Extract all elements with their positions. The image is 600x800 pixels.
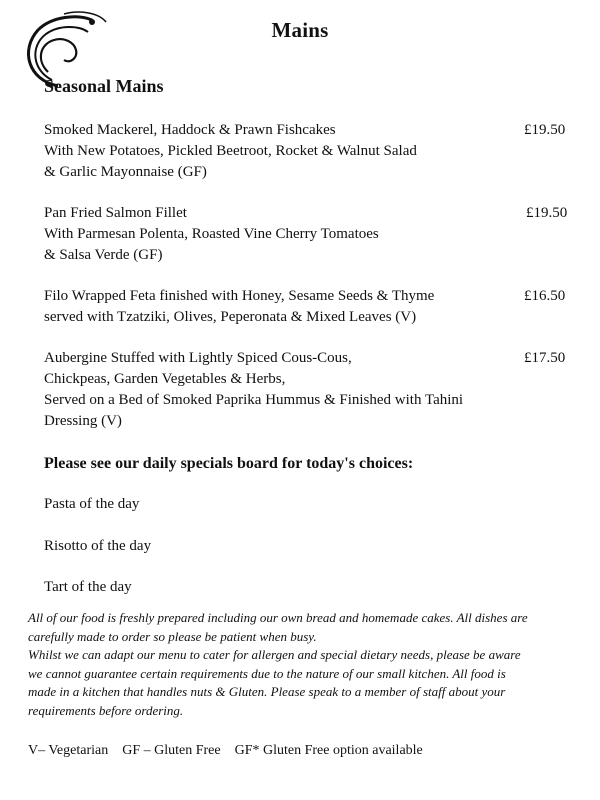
allergen-notice — [28, 609, 588, 720]
dish-price: £19.50 — [524, 122, 566, 138]
dish-name: Filo Wrapped Feta finished with Honey, Sesame Seeds & Thyme — [44, 288, 435, 304]
dish-description: Chickpeas, Garden Vegetables & Herbs, — [44, 371, 286, 387]
special-item-pasta: Pasta of the day — [44, 496, 140, 512]
dish-description: & Garlic Mayonnaise (GF) — [44, 164, 207, 180]
dish-price: £16.50 — [524, 288, 566, 304]
notice-line: made in a kitchen that handles nuts & Gluten. Please speak to a member of staff about your — [28, 684, 506, 699]
notice-line: carefully made to order so please be patient when busy. — [28, 628, 317, 644]
page-title: Mains — [271, 18, 329, 42]
notice-line: we cannot guarantee certain requirements due to the nature of our small kitchen. All food is — [28, 665, 506, 681]
notice-line: Whilst we can adapt our menu to cater for allergen and special dietary needs, please be aware — [28, 647, 521, 662]
menu-item — [44, 203, 584, 266]
dish-description: Dressing (V) — [44, 413, 122, 429]
specials-heading: Please see our daily specials board for today's choices: — [44, 455, 414, 472]
dish-price: £17.50 — [524, 350, 566, 366]
dish-name: Smoked Mackerel, Haddock & Prawn Fishcakes — [44, 122, 336, 138]
notice-line: requirements before ordering. — [28, 702, 184, 718]
notice-line: All of our food is freshly prepared including our own bread and homemade cakes. All dishes are — [28, 610, 528, 625]
dish-description: & Salsa Verde (GF) — [44, 247, 163, 263]
dish-description: With Parmesan Polenta, Roasted Vine Cherry Tomatoes — [44, 226, 379, 242]
menu-item — [44, 120, 584, 183]
special-item-risotto: Risotto of the day — [44, 538, 152, 554]
dish-description: With New Potatoes, Pickled Beetroot, Rocket & Walnut Salad — [44, 143, 417, 159]
dish-description: Served on a Bed of Smoked Paprika Hummus & Finished with Tahini — [44, 392, 464, 408]
dish-name: Pan Fried Salmon Fillet — [44, 205, 187, 221]
menu-item — [44, 348, 584, 432]
special-item-tart: Tart of the day — [44, 579, 132, 595]
section-heading-seasonal-mains: Seasonal Mains — [44, 76, 164, 96]
dish-description: served with Tzatziki, Olives, Peperonata & Mixed Leaves (V) — [44, 309, 417, 325]
dish-name: Aubergine Stuffed with Lightly Spiced Cous-Cous, — [44, 350, 352, 366]
dietary-legend: V– Vegetarian GF – Gluten Free GF* Gluten Free option available — [28, 743, 423, 758]
dish-price: £19.50 — [526, 205, 568, 221]
menu-item — [44, 286, 584, 328]
